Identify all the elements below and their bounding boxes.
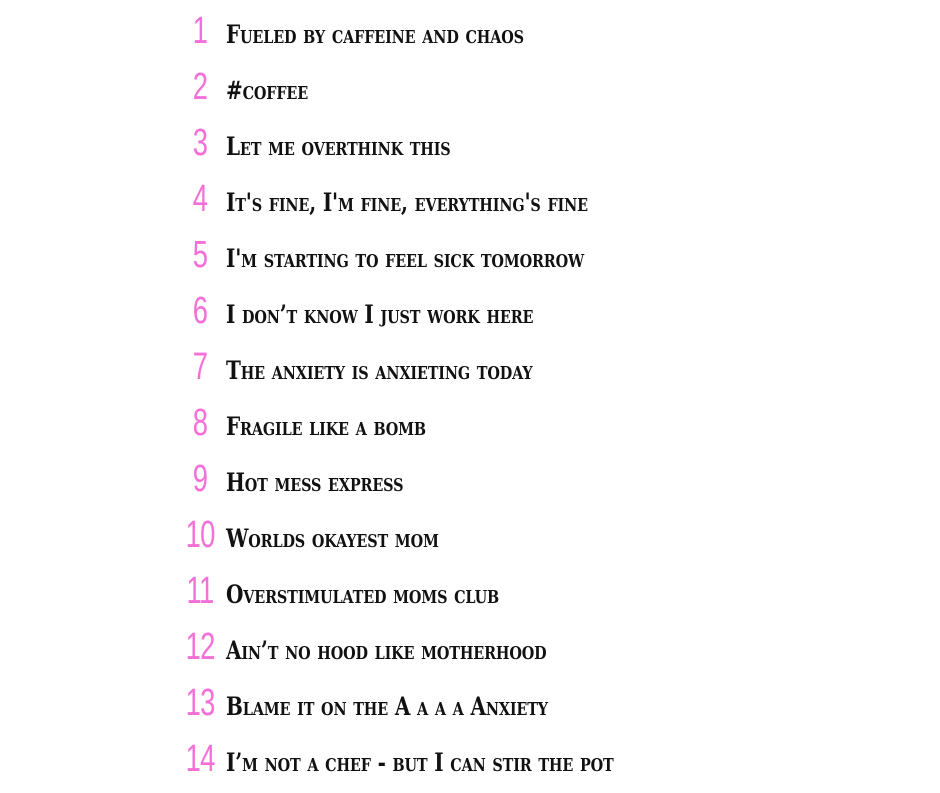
item-text: I’m not a chef - but I can stir the pot xyxy=(226,748,614,777)
item-number: 1 xyxy=(192,10,208,52)
item-number: 2 xyxy=(192,66,208,108)
item-text: Blame it on the A a a a Anxiety xyxy=(226,692,548,721)
list-item xyxy=(180,681,920,737)
item-number: 8 xyxy=(192,402,208,444)
item-text: Ain’t no hood like motherhood xyxy=(226,636,547,665)
item-number: 9 xyxy=(192,458,208,500)
item-text: Overstimulated moms club xyxy=(226,580,500,609)
item-text: I don’t know I just work here xyxy=(226,300,534,329)
item-text: I'm starting to feel sick tomorrow xyxy=(226,244,584,273)
phrase-list xyxy=(180,9,920,793)
list-item xyxy=(180,569,920,625)
item-number: 6 xyxy=(192,290,208,332)
item-number: 11 xyxy=(186,570,214,612)
item-number: 13 xyxy=(185,682,215,724)
item-number: 14 xyxy=(185,738,215,780)
list-item xyxy=(180,177,920,233)
list-item xyxy=(180,121,920,177)
item-text: The anxiety is anxieting today xyxy=(226,356,533,385)
item-text: It's fine, I'm fine, everything's fine xyxy=(226,188,588,217)
list-item xyxy=(180,401,920,457)
item-number: 5 xyxy=(192,234,208,276)
item-number: 4 xyxy=(192,178,208,220)
item-text: Worlds okayest mom xyxy=(226,524,439,553)
list-item xyxy=(180,457,920,513)
list-item xyxy=(180,625,920,681)
item-number: 10 xyxy=(185,514,215,556)
list-item xyxy=(180,345,920,401)
item-number: 12 xyxy=(185,626,215,668)
item-text: Fueled by caffeine and chaos xyxy=(226,20,524,49)
list-item xyxy=(180,233,920,289)
item-text: Hot mess express xyxy=(226,468,404,497)
item-text: Fragile like a bomb xyxy=(226,412,426,441)
item-text: Let me overthink this xyxy=(226,132,451,161)
list-item xyxy=(180,65,920,121)
list-item xyxy=(180,289,920,345)
item-number: 3 xyxy=(192,122,208,164)
list-item xyxy=(180,9,920,65)
item-number: 7 xyxy=(192,346,208,388)
list-item xyxy=(180,513,920,569)
list-item xyxy=(180,737,920,793)
item-text: #coffee xyxy=(226,76,309,105)
